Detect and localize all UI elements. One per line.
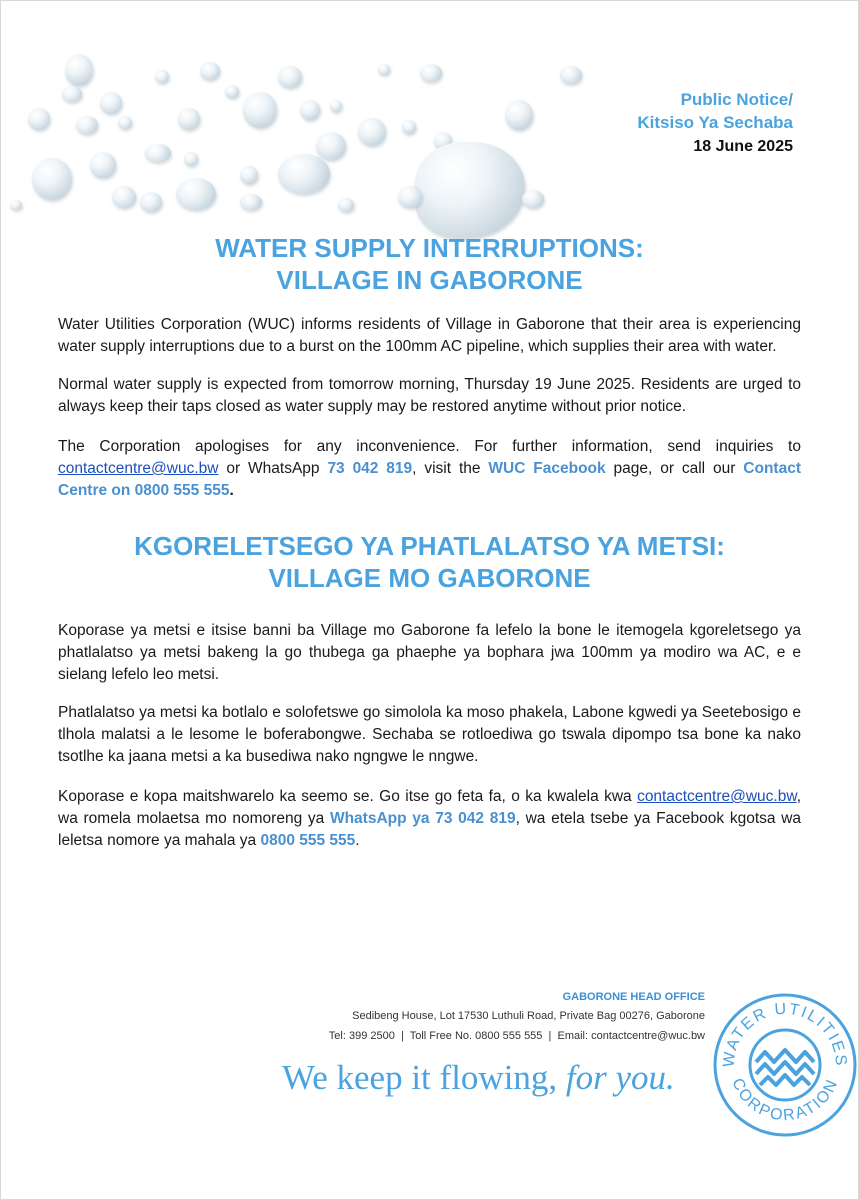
setswana-heading-line2: VILLAGE MO GABORONE [268, 563, 591, 593]
english-heading-line1: WATER SUPPLY INTERRUPTIONS: [215, 233, 644, 263]
head-office-title: GABORONE HEAD OFFICE [562, 991, 705, 1003]
english-paragraph-3: The Corporation apologises for any inconvenience. For further information, send inquiries to contactcentre@wuc.bw or WhatsApp 73 042 819, visit the WUC Facebook page, or call our Contact Centre on 0800 555 555. [58, 438, 801, 499]
wave-icon [756, 1050, 814, 1085]
notice-label-en: Public Notice/ [680, 90, 793, 109]
setswana-paragraph-3: Koporase e kopa maitshwarelo ka seemo se. Go itse go feta fa, o ka kwalela kwa contactcentre@wuc.bw, wa romela molaetsa mo nomoreng ya WhatsApp ya 73 042 819, wa etela tsebe ya Facebook kgotsa wa leletsa nomore ya mahala ya 0800 555 555. [58, 788, 802, 849]
setswana-heading-line1: KGORELETSEGO YA PHATLALATSO YA METSI: [134, 531, 725, 561]
whatsapp-number-tn: WhatsApp ya 73 042 819 [329, 810, 516, 827]
public-notice-block [637, 88, 793, 160]
water-drops-graphic [0, 40, 600, 230]
head-office-contacts: Tel: 399 2500 | Toll Free No. 0800 555 555 | Email: contactcentre@wuc.bw [328, 1030, 705, 1042]
logo-bottom-text: CORPORATION [728, 1075, 842, 1125]
toll-free-number-tn: 0800 555 555 [260, 832, 356, 849]
english-heading [0, 232, 859, 296]
setswana-heading [0, 530, 859, 594]
english-paragraph-1: Water Utilities Corporation (WUC) informs residents of Village in Gaborone that their area is experiencing water supply interruptions due to a burst on the 100mm AC pipeline, which supplies their area with water. [58, 316, 801, 355]
slogan-italic: for you. [565, 1058, 675, 1097]
logo-top-text: WATER UTILITIES [720, 1000, 850, 1069]
slogan [282, 1058, 675, 1098]
slogan-main: We keep it flowing, [282, 1058, 558, 1097]
whatsapp-number: 73 042 819 [327, 460, 413, 477]
contact-centre-number: Contact Centre on 0800 555 555 [58, 460, 801, 499]
wuc-logo [712, 992, 858, 1138]
facebook-link[interactable]: WUC Facebook [488, 460, 606, 477]
setswana-paragraph-1: Koporase ya metsi e itsise banni ba Village mo Gaborone fa lefelo la bone le itemogela kgoreletsego ya phatlalatso ya metsi bakeng la go thubega ga phaephe ya bophara jwa 100mm ya modiro wa AC, e e sielang lefelo leo metsi. [58, 622, 801, 683]
setswana-paragraph-2: Phatlalatso ya metsi ka botlalo e solofetswe go simolola ka moso phakela, Labone kgwedi ya Seetebosigo e tlhola malatsi a le lesome le boferabongwe. Sechaba se rotloediwa go tswala dipompo tsa bone ka nako tsotlhe ka jaana metsi a ka busediwa nako ngngwe le nngwe. [58, 704, 801, 765]
notice-label-tn: Kitsiso Ya Sechaba [637, 113, 793, 132]
email-link-tn[interactable]: contactcentre@wuc.bw [637, 788, 797, 805]
email-link[interactable]: contactcentre@wuc.bw [58, 460, 219, 477]
english-paragraph-2: Normal water supply is expected from tomorrow morning, Thursday 19 June 2025. Residents are urged to always keep their taps closed as water supply may be restored anytime without prior notice. [58, 376, 801, 415]
notice-date: 18 June 2025 [693, 138, 793, 155]
english-heading-line2: VILLAGE IN GABORONE [276, 265, 583, 295]
head-office-address: Sedibeng House, Lot 17530 Luthuli Road, Private Bag 00276, Gaborone [352, 1010, 705, 1022]
